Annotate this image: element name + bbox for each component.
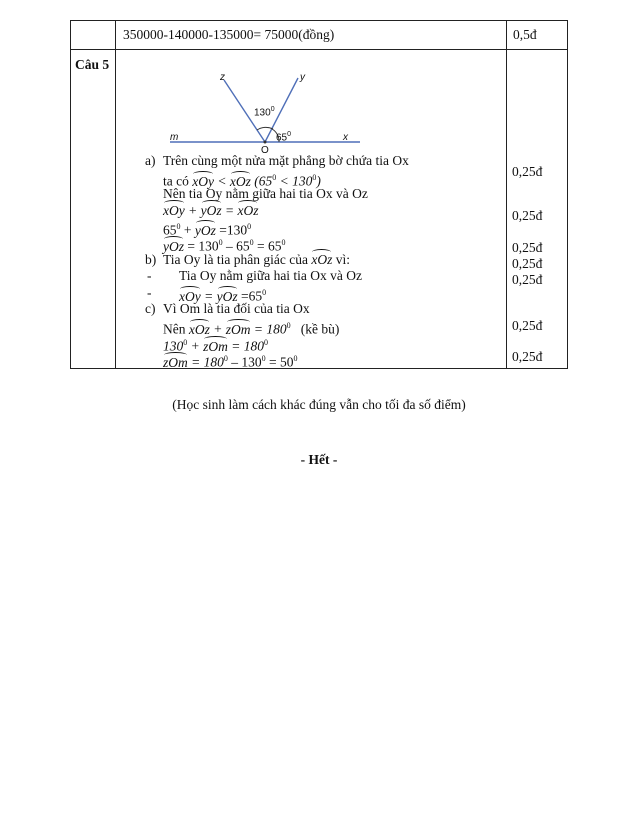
part-a-line3: Nên tia Oy nằm giữa hai tia Ox và Oz — [163, 186, 368, 201]
part-c-line4: zOm = $180^0 - 130^0 = 50^0$ — [163, 354, 298, 370]
part-b-line3: xOy = yOz $=65^0$ — [179, 288, 267, 304]
row-divider — [71, 49, 567, 50]
score-a2: 0,25đ — [512, 208, 543, 223]
part-b-line2: Tia Oy nằm giữa hai tia Ox và Oz — [179, 268, 363, 283]
part-c-line2: Nên xOz + zOm = $180^0$ (kề bù) — [163, 321, 340, 337]
grading-note: (Học sinh làm cách khác đúng vẫn cho tối đa số điểm) — [172, 397, 466, 412]
score-c1: 0,25đ — [512, 318, 543, 333]
part-a-marker: a) — [145, 153, 156, 168]
row1-calculation: 350000-140000-135000= 75000(đồng) — [123, 27, 335, 42]
column-divider-left — [115, 21, 116, 368]
question-label: Câu 5 — [75, 57, 110, 72]
part-a-sum: xOy + yOz = xOz — [163, 203, 259, 218]
part-a-line1: Trên cùng một nửa mặt phẳng bờ chứa tia Ox — [163, 153, 409, 168]
label-o: O — [261, 145, 269, 156]
angle-130-label: $130^0$ — [254, 106, 275, 119]
end-marker: - Hết - — [300, 452, 338, 467]
part-a-line6: yOz = $130^0 - 65^0 = 65^0$ — [163, 238, 286, 254]
score-a1: 0,25đ — [512, 164, 543, 179]
part-b-line1: Tia Oy là tia phân giác của xOz vì: — [163, 252, 350, 267]
label-y: y — [300, 72, 305, 83]
label-z: z — [220, 72, 225, 83]
row1-score: 0,5đ — [513, 27, 537, 42]
arc-130 — [257, 127, 273, 130]
label-x: x — [343, 132, 348, 143]
score-b2: 0,25đ — [512, 272, 543, 287]
part-a-line5: $65^0$ + yOz $=130^0$ — [163, 222, 252, 238]
part-b-dash1: - — [147, 268, 152, 283]
column-divider-right — [506, 21, 507, 368]
score-a3: 0,25đ — [512, 240, 543, 255]
part-c-line1: Vì Om là tia đối của tia Ox — [163, 301, 310, 316]
angle-65-label: $65^0$ — [276, 131, 292, 144]
part-b-dash2: - — [147, 285, 152, 300]
label-m: m — [170, 132, 179, 143]
part-c-marker: c) — [145, 301, 156, 316]
part-c-line3: $130^0$ + zOm = $180^0$ — [163, 338, 269, 354]
part-a-line2: ta có xOy < xOz $(65^0 < 130^0)$ — [163, 173, 321, 189]
score-c2: 0,25đ — [512, 349, 543, 364]
score-b1: 0,25đ — [512, 256, 543, 271]
part-b-marker: b) — [145, 252, 157, 267]
